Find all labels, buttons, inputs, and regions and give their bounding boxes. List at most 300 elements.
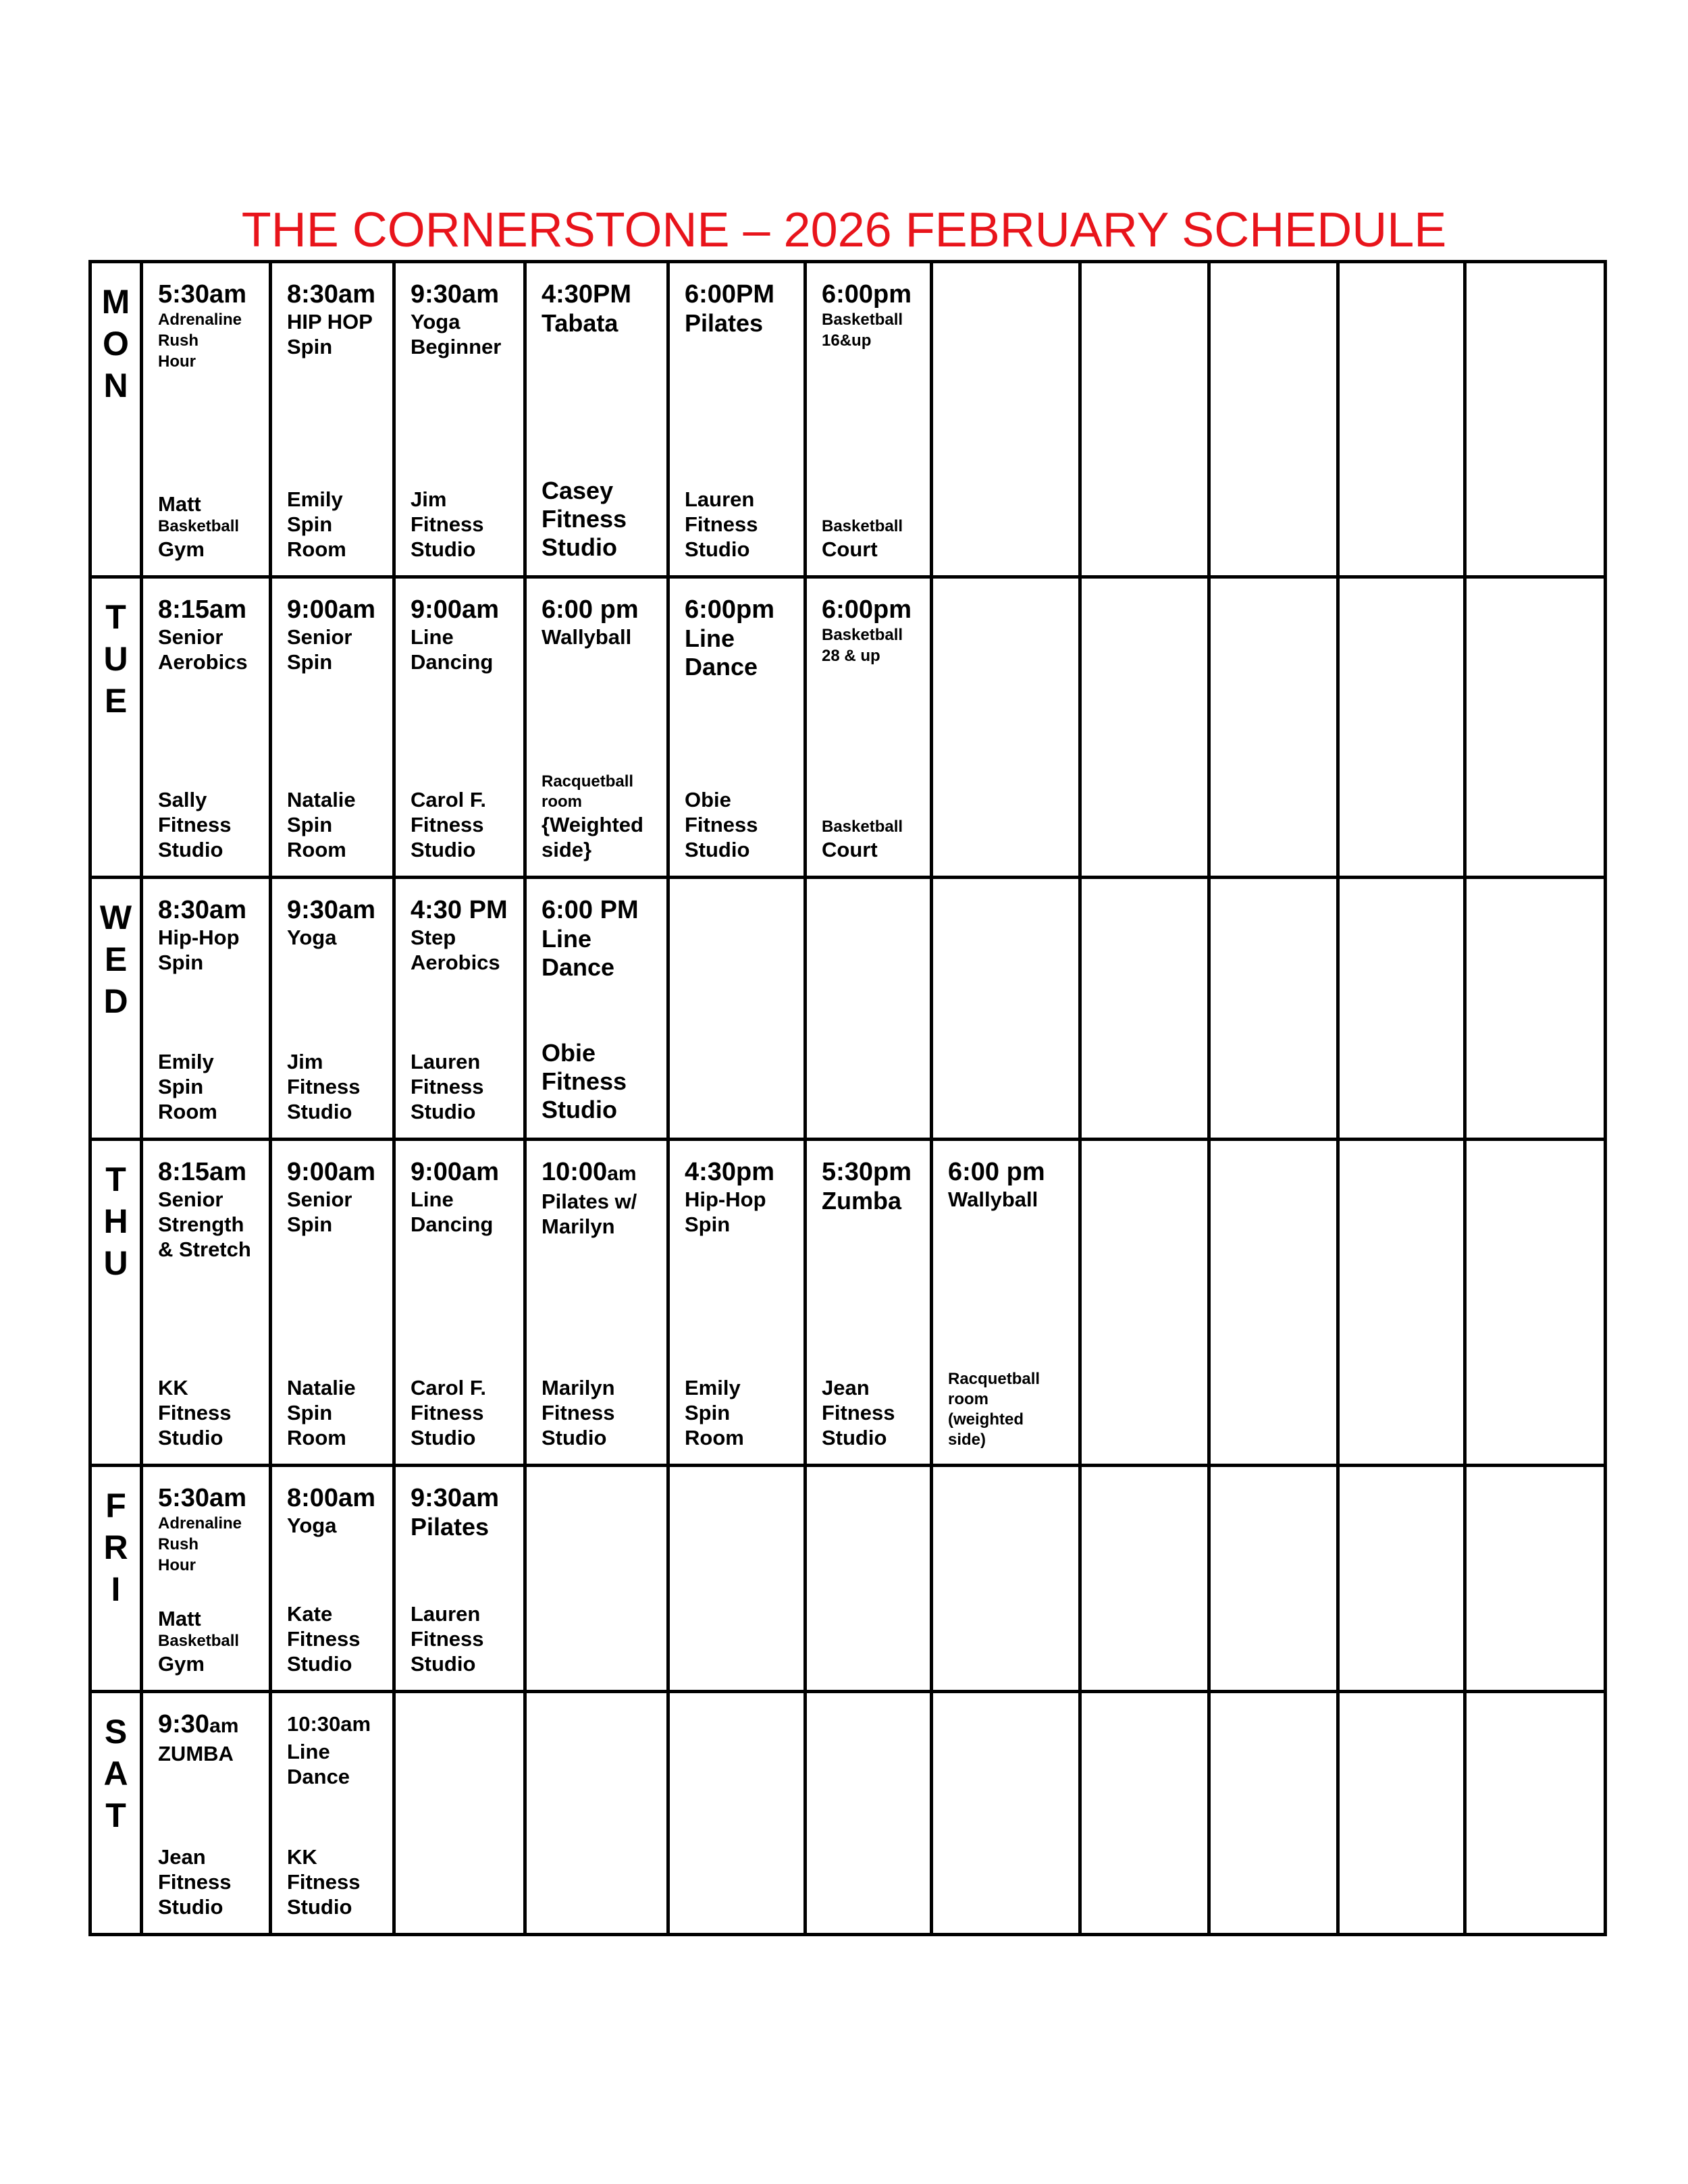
class-time-value: 5:30pm (822, 1158, 912, 1186)
class-time (287, 895, 379, 925)
instructor-location-line: Studio (287, 1652, 352, 1676)
schedule-cell (525, 262, 668, 577)
class-time (822, 1157, 916, 1187)
class-time (948, 1157, 1065, 1187)
class-time (287, 1709, 379, 1739)
schedule-cell (1080, 577, 1209, 878)
instructor-location (411, 1601, 517, 1676)
day-letter: W (99, 899, 132, 936)
instructor-location-line: KK (158, 1376, 188, 1400)
instructor-location-line: side} (542, 838, 592, 861)
schedule-cell (1338, 1692, 1465, 1935)
instructor-location-line: Studio (158, 1426, 223, 1449)
class-name: Wallyball (948, 1188, 1038, 1211)
class-name: Aerobics (158, 650, 248, 674)
day-letter: F (105, 1487, 126, 1524)
schedule-cell (1465, 262, 1606, 577)
day-label (90, 1692, 142, 1935)
instructor-location (158, 1844, 262, 1919)
class-name: Dance (542, 953, 615, 981)
day-row (90, 262, 1606, 577)
class-time (158, 1483, 255, 1513)
instructor-location-line: Studio (158, 1895, 223, 1919)
instructor-location-line: Racquetball (542, 772, 634, 791)
day-label (90, 1466, 142, 1692)
day-row (90, 1692, 1606, 1935)
schedule-cell (1080, 878, 1209, 1140)
class-time-value: 9:00am (411, 595, 499, 624)
class-name: Tabata (542, 309, 618, 337)
instructor-location-line: side) (948, 1431, 986, 1449)
instructor-location (542, 1375, 660, 1450)
instructor-location-line: Basketball (158, 517, 240, 535)
schedule-cell (668, 1692, 806, 1935)
class-time (158, 1157, 255, 1187)
schedule-cell (1338, 262, 1465, 577)
instructor-location-line: Room (287, 537, 346, 561)
instructor-location (411, 787, 517, 862)
class-name: Hip-Hop (158, 926, 240, 949)
class-name: Aerobics (411, 951, 500, 974)
schedule-cell (525, 1692, 668, 1935)
schedule-cell (525, 577, 668, 878)
instructor-location-line: Spin (685, 1401, 731, 1424)
instructor-location (542, 1039, 660, 1124)
instructor-location (287, 1601, 386, 1676)
instructor-location-line: room (542, 793, 582, 811)
schedule-cell (806, 577, 932, 878)
instructor-location-line: Studio (411, 537, 476, 561)
class-session (396, 263, 523, 575)
instructor-location-line: Emily (158, 1050, 214, 1073)
class-name: Spin (685, 1213, 731, 1236)
instructor-location (158, 1049, 262, 1124)
instructor-location-line: Matt (158, 1607, 201, 1630)
instructor-location (685, 1375, 797, 1450)
instructor-location-line: Fitness (287, 1870, 361, 1894)
instructor-location-line: Spin (287, 1401, 333, 1424)
instructor-location-line: Fitness (287, 1627, 361, 1651)
schedule-cell (142, 878, 271, 1140)
schedule-cell (806, 1140, 932, 1466)
class-time-value: 9:30 (158, 1710, 210, 1738)
class-time-value: 6:00PM (685, 280, 775, 309)
class-name: Strength (158, 1213, 244, 1236)
class-time (411, 895, 510, 925)
day-letter: R (103, 1528, 128, 1566)
class-session (933, 1141, 1078, 1464)
schedule-cell (806, 1692, 932, 1935)
class-time-value: 6:00 PM (542, 896, 639, 924)
class-session (143, 1141, 269, 1464)
instructor-location-line: Matt (158, 492, 201, 516)
instructor-location-line: Room (287, 1426, 346, 1449)
class-time (542, 895, 653, 925)
class-time-value: 6:00pm (685, 595, 775, 624)
instructor-location-line: Studio (411, 1100, 476, 1123)
instructor-location-line: Spin (158, 1075, 204, 1098)
class-session (527, 579, 666, 876)
day-letter: A (103, 1755, 128, 1792)
class-time (287, 1157, 379, 1187)
schedule-cell (1080, 1692, 1209, 1935)
day-letter: H (103, 1202, 128, 1240)
day-row (90, 878, 1606, 1140)
class-name: Senior (287, 625, 352, 649)
class-name: Spin (287, 1213, 333, 1236)
instructor-location-line: Fitness (158, 1401, 232, 1424)
schedule-cell (525, 1140, 668, 1466)
class-time-value: 8:15am (158, 1158, 246, 1186)
instructor-location-line: Racquetball (948, 1370, 1040, 1388)
schedule-cell (394, 577, 525, 878)
class-time (411, 1483, 510, 1513)
day-row (90, 1140, 1606, 1466)
class-name: Dancing (411, 1213, 494, 1236)
instructor-location-line: Studio (542, 1426, 607, 1449)
instructor-location (158, 491, 262, 562)
class-time (542, 279, 653, 309)
schedule-cell (806, 1466, 932, 1692)
instructor-location (542, 772, 660, 862)
class-session (272, 579, 392, 876)
instructor-location-line: Casey (542, 477, 614, 504)
class-session (143, 879, 269, 1138)
class-time (158, 595, 255, 624)
instructor-location-line: Marilyn (542, 1376, 615, 1400)
schedule-cell (394, 1692, 525, 1935)
instructor-location-line: Fitness (411, 813, 484, 836)
schedule-cell (394, 878, 525, 1140)
class-time-value: 4:30pm (685, 1158, 775, 1186)
class-time (685, 595, 790, 624)
class-name: Line (411, 1188, 454, 1211)
instructor-location-line: Studio (542, 533, 617, 561)
instructor-location-line: Fitness (542, 1401, 615, 1424)
class-session (143, 579, 269, 876)
instructor-location-line: Carol F. (411, 788, 486, 811)
class-time-value: 6:00pm (822, 595, 912, 624)
instructor-location-line: Studio (287, 1895, 352, 1919)
class-time (685, 1157, 790, 1187)
class-name: Zumba (822, 1187, 902, 1215)
instructor-location-line: Room (685, 1426, 744, 1449)
schedule-cell (271, 1140, 394, 1466)
class-time-suffix: am (607, 1163, 637, 1185)
class-time-value: 10:30am (287, 1712, 371, 1736)
day-letter: E (104, 682, 128, 720)
class-name: Dance (287, 1765, 350, 1788)
instructor-location-line: Fitness (158, 1870, 232, 1894)
class-time (822, 595, 916, 624)
day-letter: U (103, 640, 128, 678)
class-name: Spin (287, 335, 333, 358)
instructor-location-line: Studio (158, 838, 223, 861)
class-session (272, 1693, 392, 1933)
instructor-location-line: Fitness (411, 1627, 484, 1651)
day-letter: U (103, 1244, 128, 1282)
day-letter: E (104, 940, 128, 978)
class-name: Hour (158, 352, 196, 371)
class-session (396, 879, 523, 1138)
instructor-location-line: Jim (287, 1050, 323, 1073)
class-name: Adrenaline (158, 1514, 242, 1533)
class-name: Rush (158, 1535, 199, 1553)
instructor-location-line: (weighted (948, 1410, 1024, 1429)
class-session (527, 1141, 666, 1464)
instructor-location-line: Studio (685, 838, 750, 861)
instructor-location-line: Fitness (411, 1075, 484, 1098)
instructor-location-line: Court (822, 838, 878, 861)
instructor-location-line: Emily (685, 1376, 741, 1400)
class-name: Senior (158, 1188, 223, 1211)
schedule-cell (271, 262, 394, 577)
schedule-cell (142, 1692, 271, 1935)
day-label (90, 262, 142, 577)
instructor-location-line: Obie (542, 1039, 596, 1067)
instructor-location-line: Studio (822, 1426, 887, 1449)
day-letter: I (111, 1570, 121, 1608)
class-name: ZUMBA (158, 1742, 234, 1765)
instructor-location-line: Fitness (685, 512, 758, 536)
schedule-cell (271, 577, 394, 878)
schedule-cell (1465, 1466, 1606, 1692)
class-time (822, 279, 916, 309)
class-name: Hour (158, 1556, 196, 1574)
day-row (90, 1466, 1606, 1692)
class-name: Dancing (411, 650, 494, 674)
instructor-location-line: KK (287, 1845, 317, 1869)
schedule-cell (394, 262, 525, 577)
instructor-location-line: Fitness (287, 1075, 361, 1098)
class-time-value: 9:30am (411, 280, 499, 309)
class-name: Line (287, 1740, 330, 1763)
class-time (411, 279, 510, 309)
class-session (272, 1467, 392, 1690)
instructor-location-line: {Weighted (542, 813, 643, 836)
class-session (807, 1141, 930, 1464)
day-row (90, 577, 1606, 878)
class-session (272, 263, 392, 575)
instructor-location-line: Spin (287, 512, 333, 536)
class-name: Yoga (287, 1514, 337, 1537)
schedule-cell (1209, 878, 1338, 1140)
schedule-cell (668, 1140, 806, 1466)
class-name: Spin (287, 650, 333, 674)
instructor-location (542, 477, 660, 562)
schedule-cell (1209, 577, 1338, 878)
schedule-cell (271, 1466, 394, 1692)
class-name: Yoga (287, 926, 337, 949)
instructor-location-line: Obie (685, 788, 731, 811)
schedule-cell (142, 1140, 271, 1466)
schedule-cell (1338, 878, 1465, 1140)
class-time-value: 5:30am (158, 280, 246, 309)
class-time-value: 4:30 PM (411, 896, 508, 924)
instructor-location-line: Gym (158, 1652, 205, 1676)
instructor-location-line: Jean (158, 1845, 206, 1869)
schedule-cell (932, 1692, 1080, 1935)
day-letter: T (105, 1161, 126, 1198)
instructor-location (158, 1606, 262, 1676)
instructor-location-line: Kate (287, 1602, 333, 1626)
schedule-cell (932, 1466, 1080, 1692)
class-name: Wallyball (542, 625, 632, 649)
schedule-cell (1338, 1140, 1465, 1466)
schedule-cell (932, 262, 1080, 577)
class-session (272, 879, 392, 1138)
page-title: THE CORNERSTONE – 2026 FEBRUARY SCHEDULE (241, 203, 1447, 257)
class-name: Yoga (411, 310, 460, 334)
instructor-location-line: Fitness (411, 1401, 484, 1424)
instructor-location-line: Studio (411, 838, 476, 861)
class-time-value: 6:00pm (822, 280, 912, 309)
class-time (287, 1483, 379, 1513)
class-session (670, 263, 803, 575)
class-time-value: 9:00am (287, 1158, 375, 1186)
instructor-location (158, 787, 262, 862)
class-time (158, 279, 255, 309)
schedule-cell (271, 1692, 394, 1935)
day-letter: M (101, 283, 130, 321)
class-time (542, 595, 653, 624)
schedule-cell (142, 1466, 271, 1692)
class-name: Pilates (685, 309, 764, 337)
instructor-location (158, 1375, 262, 1450)
instructor-location-line: Lauren (411, 1050, 481, 1073)
instructor-location-line: Basketball (158, 1632, 240, 1650)
schedule-cell (668, 878, 806, 1140)
class-name: Spin (158, 951, 204, 974)
instructor-location (411, 1049, 517, 1124)
class-name: Line (685, 624, 735, 652)
class-time-value: 8:30am (158, 896, 246, 924)
instructor-location-line: Basketball (822, 818, 903, 836)
class-time (287, 279, 379, 309)
schedule-cell (932, 577, 1080, 878)
day-letter: O (103, 325, 129, 363)
class-time (542, 1157, 653, 1189)
class-name: Rush (158, 331, 199, 350)
class-name: 16&up (822, 331, 872, 350)
class-time (411, 595, 510, 624)
class-name: Marilyn (542, 1215, 615, 1238)
class-time-value: 6:00 pm (948, 1158, 1045, 1186)
class-time-value: 6:00 pm (542, 595, 639, 624)
instructor-location-line: Fitness (542, 1067, 627, 1095)
class-time-suffix: am (209, 1715, 239, 1737)
instructor-location-line: Fitness (411, 512, 484, 536)
schedule-cell (1338, 577, 1465, 878)
instructor-location (287, 487, 386, 562)
class-name: Line (542, 925, 592, 953)
schedule-cell (1080, 1466, 1209, 1692)
class-name: Step (411, 926, 456, 949)
instructor-location-line: Studio (411, 1652, 476, 1676)
instructor-location (411, 1375, 517, 1450)
class-name: HIP HOP (287, 310, 373, 334)
instructor-location-line: Jean (822, 1376, 870, 1400)
class-name: Line (411, 625, 454, 649)
instructor-location-line: Fitness (822, 1401, 895, 1424)
instructor-location-line: room (948, 1390, 988, 1408)
instructor-location-line: Studio (411, 1426, 476, 1449)
instructor-location (287, 787, 386, 862)
schedule-cell (1209, 1466, 1338, 1692)
class-session (396, 1141, 523, 1464)
schedule-cell (668, 1466, 806, 1692)
instructor-location-line: Fitness (158, 813, 232, 836)
class-name: Adrenaline (158, 311, 242, 329)
instructor-location-line: Gym (158, 537, 205, 561)
instructor-location-line: Spin (287, 813, 333, 836)
schedule-cell (1209, 1140, 1338, 1466)
class-name: Senior (287, 1188, 352, 1211)
class-time (411, 1157, 510, 1187)
instructor-location-line: Fitness (542, 505, 627, 533)
instructor-location-line: Studio (287, 1100, 352, 1123)
class-session (670, 579, 803, 876)
instructor-location-line: Room (158, 1100, 217, 1123)
class-time (287, 595, 379, 624)
instructor-location (411, 487, 517, 562)
instructor-location-line: Lauren (411, 1602, 481, 1626)
class-session (143, 1693, 269, 1933)
class-session (807, 263, 930, 575)
day-letter: T (105, 1796, 126, 1834)
schedule-cell (1080, 1140, 1209, 1466)
class-session (143, 1467, 269, 1690)
class-session (272, 1141, 392, 1464)
schedule-cell (1338, 1466, 1465, 1692)
instructor-location (822, 817, 923, 862)
instructor-location-line: Carol F. (411, 1376, 486, 1400)
instructor-location-line: Basketball (822, 517, 903, 535)
schedule-cell (932, 878, 1080, 1140)
day-letter: N (103, 367, 128, 404)
schedule-cell (1209, 1692, 1338, 1935)
class-time-value: 8:00am (287, 1484, 375, 1512)
class-time-value: 9:30am (287, 896, 375, 924)
class-time (158, 1709, 255, 1741)
day-letter: S (104, 1713, 128, 1751)
instructor-location (287, 1844, 386, 1919)
class-time-value: 8:15am (158, 595, 246, 624)
class-name: Pilates (411, 1513, 490, 1541)
class-session (396, 579, 523, 876)
instructor-location (822, 516, 923, 562)
class-time-value: 9:00am (287, 595, 375, 624)
schedule-cell (1465, 577, 1606, 878)
schedule-cell (394, 1466, 525, 1692)
schedule-cell (525, 1466, 668, 1692)
instructor-location-line: Room (287, 838, 346, 861)
class-name: Dance (685, 653, 758, 681)
schedule-cell (1465, 1692, 1606, 1935)
class-session (670, 1141, 803, 1464)
instructor-location-line: Natalie (287, 1376, 356, 1400)
schedule-cell (806, 262, 932, 577)
schedule-cell (932, 1140, 1080, 1466)
class-session (396, 1467, 523, 1690)
class-time-value: 9:30am (411, 1484, 499, 1512)
schedule-cell (394, 1140, 525, 1466)
class-time-value: 4:30PM (542, 280, 632, 309)
instructor-location (948, 1369, 1072, 1450)
instructor-location (287, 1375, 386, 1450)
schedule-cell (1080, 262, 1209, 577)
class-name: Basketball (822, 626, 903, 644)
